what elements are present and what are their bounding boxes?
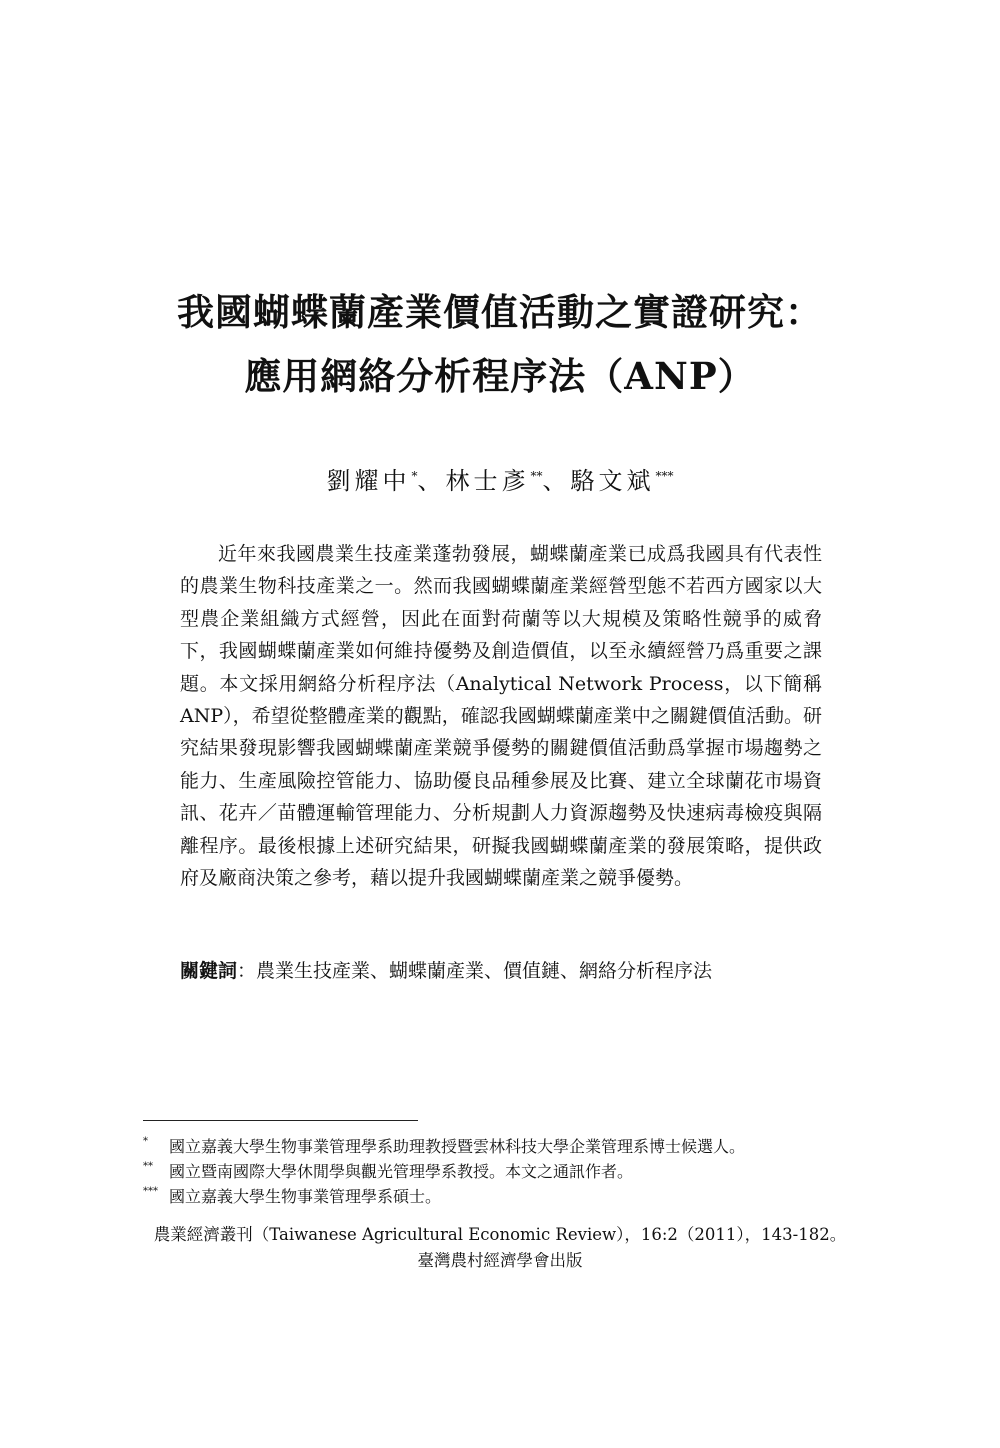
author-separator: 、 — [417, 467, 446, 495]
footnote-mark: ** — [143, 1161, 153, 1172]
author-footnote-mark: ** — [530, 469, 543, 483]
keywords-label: 關鍵詞 — [180, 960, 238, 982]
footnote — [143, 1135, 863, 1159]
author-name: 駱文斌 — [570, 467, 655, 495]
footnote — [143, 1185, 863, 1209]
paper-title-line-2: 應用網絡分析程序法（ANP） — [244, 354, 756, 398]
footnote — [143, 1160, 863, 1184]
author-footnote-mark: *** — [655, 469, 674, 483]
paper-title-line-1: 我國蝴蝶蘭產業價值活動之實證研究： — [177, 290, 823, 334]
publisher-line: 臺灣農村經濟學會出版 — [417, 1251, 583, 1270]
footnote-divider — [143, 1120, 418, 1121]
keywords-line — [180, 955, 822, 987]
journal-citation: 農業經濟叢刊（Taiwanese Agricultural Economic Review），16:2（2011），143-182。 — [153, 1225, 847, 1244]
author-separator: 、 — [542, 467, 571, 495]
footnote-mark: *** — [143, 1186, 158, 1197]
author-name: 劉耀中 — [326, 467, 411, 495]
footnote-mark: * — [143, 1136, 148, 1147]
footnote-text: 國立嘉義大學生物事業管理學系碩士。 — [169, 1187, 442, 1206]
author-list — [0, 460, 1000, 497]
keywords-separator: ： — [237, 960, 257, 982]
author-name: 林士彥 — [445, 467, 530, 495]
author-footnote-mark: * — [411, 469, 418, 483]
footnote-text: 國立暨南國際大學休閒學與觀光管理學系教授。本文之通訊作者。 — [169, 1162, 634, 1181]
footnote-text: 國立嘉義大學生物事業管理學系助理教授暨雲林科技大學企業管理系博士候選人。 — [169, 1137, 746, 1156]
abstract-paragraph: 近年來我國農業生技產業蓬勃發展，蝴蝶蘭產業已成爲我國具有代表性的農業生物科技產業之一。然而我國蝴蝶蘭產業經營型態不若西方國家以大型農企業組織方式經營，因此在面對荷蘭等以大規模及策略性競爭的威脅下，我國蝴蝶蘭產業如何維持優勢及創造價值，以至永續經營乃爲重要之課題。本文採用網絡分析程序法（Analytical Network Process，以下簡稱 ANP），希望從整體產業的觀點，確認我國蝴蝶蘭產業中之關鍵價值活動。研究結果發現影響我國蝴蝶蘭產業競爭優勢的關鍵價值活動爲掌握市場趨勢之能力、生產風險控管能力、協助優良品種參展及比賽、建立全球蘭花市場資訊、花卉／苗體運輸管理能力、分析規劃人力資源趨勢及快速病毒檢疫與隔離程序。最後根據上述研究結果，研擬我國蝴蝶蘭產業的發展策略，提供政府及廠商決策之參考，藉以提升我國蝴蝶蘭產業之競爭優勢。 — [180, 543, 822, 890]
keywords-text: 農業生技產業、蝴蝶蘭產業、價值鏈、網絡分析程序法 — [256, 960, 713, 982]
